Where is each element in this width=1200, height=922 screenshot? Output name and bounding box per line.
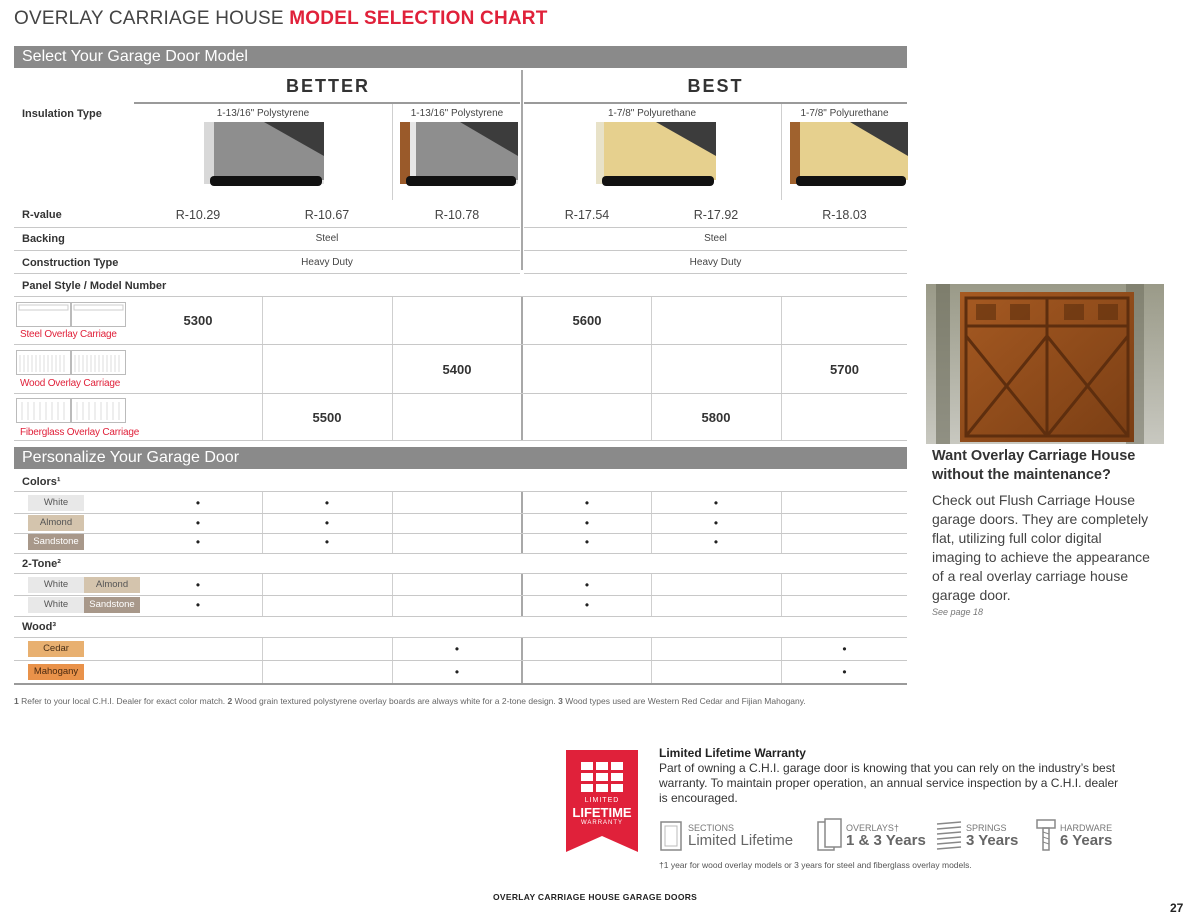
bullet: • bbox=[195, 578, 201, 592]
insulation-best-b: 1-7/8" Polyurethane bbox=[800, 108, 889, 119]
grid-line bbox=[651, 638, 652, 684]
swatch-mahogany: Mahogany bbox=[28, 664, 84, 680]
swatch-sandstone: Sandstone bbox=[84, 597, 140, 613]
tier-better: BETTER bbox=[286, 76, 370, 96]
bullet: • bbox=[584, 578, 590, 592]
rvalue-5: R-17.92 bbox=[693, 208, 739, 222]
rvalue-6: R-18.03 bbox=[822, 208, 867, 222]
bullet: • bbox=[195, 516, 201, 530]
row-rule bbox=[14, 273, 520, 274]
table-bottom-rule bbox=[14, 683, 907, 685]
model-5600: 5600 bbox=[572, 313, 602, 328]
promo-heading: Want Overlay Carriage House without the maintenance? bbox=[932, 448, 1136, 483]
bullet: • bbox=[713, 535, 719, 549]
springs-icon bbox=[935, 820, 963, 850]
swatch-sandstone: Sandstone bbox=[28, 534, 84, 550]
overlays-icon bbox=[817, 818, 843, 852]
warranty-springs-label: SPRINGS bbox=[966, 823, 1007, 833]
rvalue-2: R-10.67 bbox=[304, 208, 350, 222]
row-rule bbox=[14, 393, 907, 394]
promo-see-page[interactable]: See page 18 bbox=[932, 607, 984, 617]
title-accent: MODEL SELECTION CHART bbox=[289, 8, 548, 29]
sections-icon bbox=[660, 820, 684, 852]
swatch-almond: Almond bbox=[28, 515, 84, 531]
bullet: • bbox=[324, 516, 330, 530]
style-steel-label: Steel Overlay Carriage bbox=[20, 329, 117, 340]
select-model-band bbox=[14, 46, 907, 68]
bullet: • bbox=[713, 516, 719, 530]
row-rule bbox=[14, 491, 907, 492]
bullet: • bbox=[454, 642, 460, 656]
bullet: • bbox=[713, 496, 719, 510]
rvalue-4: R-17.54 bbox=[564, 208, 610, 222]
row-rule bbox=[14, 595, 907, 596]
wood-label: Wood³ bbox=[22, 621, 57, 633]
swatch-almond: Almond bbox=[84, 577, 140, 593]
personalize-heading: Personalize Your Garage Door bbox=[22, 449, 240, 466]
row-rule bbox=[14, 573, 907, 574]
insulation-better-b: 1-13/16" Polystyrene bbox=[410, 108, 504, 119]
style-fiberglass-label: Fiberglass Overlay Carriage bbox=[20, 427, 140, 438]
bullet: • bbox=[842, 665, 847, 679]
polystyrene-wood-image bbox=[400, 122, 518, 190]
page-title bbox=[14, 8, 548, 30]
construction-better: Heavy Duty bbox=[301, 257, 353, 268]
tier-best: BEST bbox=[687, 76, 744, 96]
bullet: • bbox=[454, 665, 460, 679]
row-rule bbox=[14, 250, 520, 251]
row-rule bbox=[524, 250, 907, 251]
backing-best: Steel bbox=[704, 233, 727, 244]
rvalue-3: R-10.78 bbox=[434, 208, 480, 222]
promo-body: Check out Flush Carriage House garage doors. They are completely flat, utilizing full color digital imaging to achieve the appearance of a real overlay carriage house garage door. bbox=[932, 492, 1150, 603]
grid-line bbox=[262, 638, 263, 684]
steel-overlay-door-icon bbox=[16, 302, 126, 328]
bullet: • bbox=[195, 598, 201, 612]
bullet: • bbox=[584, 516, 590, 530]
style-wood-label: Wood Overlay Carriage bbox=[20, 378, 121, 389]
bullet: • bbox=[584, 598, 590, 612]
row-rule bbox=[14, 616, 907, 617]
warranty-overlays-label: OVERLAYS† bbox=[846, 823, 899, 833]
warranty-sections-value: Limited Lifetime bbox=[688, 832, 794, 849]
bullet: • bbox=[195, 496, 201, 510]
warranty-springs-value: 3 Years bbox=[966, 832, 1019, 849]
construction-best: Heavy Duty bbox=[689, 257, 742, 268]
polyurethane-wood-image bbox=[790, 122, 908, 190]
insulation-label: Insulation Type bbox=[22, 108, 102, 120]
warranty-note: †1 year for wood overlay models or 3 years for steel and fiberglass overlay models. bbox=[659, 860, 972, 870]
warranty-hardware-value: 6 Years bbox=[1060, 832, 1113, 849]
swatch-cedar: Cedar bbox=[28, 641, 84, 657]
tier-divider bbox=[521, 70, 523, 270]
grid-line bbox=[521, 638, 523, 684]
insulation-best-a: 1-7/8" Polyurethane bbox=[607, 108, 697, 119]
grid-line bbox=[392, 491, 393, 554]
title-prefix: OVERLAY CARRIAGE HOUSE bbox=[14, 8, 284, 29]
rvalue-label: R-value bbox=[22, 209, 62, 221]
bullet: • bbox=[584, 496, 590, 510]
row-rule bbox=[14, 513, 907, 514]
swatch-white: White bbox=[28, 597, 84, 613]
row-rule bbox=[14, 227, 520, 228]
warranty-body: Part of owning a C.H.I. garage door is knowing that you can rely on the industry’s best warranty. To maintain proper operation, an annual service inspection by a C.H.I. dealer is encouraged. bbox=[659, 761, 1119, 805]
badge-lifetime: LIFETIME bbox=[572, 805, 632, 820]
swatch-white: White bbox=[28, 577, 84, 593]
construction-label: Construction Type bbox=[22, 257, 119, 269]
model-5400: 5400 bbox=[442, 362, 472, 377]
bullet: • bbox=[195, 535, 201, 549]
backing-label: Backing bbox=[22, 233, 65, 245]
panel-style-label: Panel Style / Model Number bbox=[22, 280, 167, 292]
row-rule bbox=[524, 273, 907, 274]
warranty-sections-label: SECTIONS bbox=[688, 823, 735, 833]
flush-carriage-door-photo bbox=[926, 284, 1164, 444]
footer-text: OVERLAY CARRIAGE HOUSE GARAGE DOORS bbox=[493, 892, 698, 902]
row-rule bbox=[14, 296, 907, 297]
row-rule bbox=[14, 344, 907, 345]
hardware-icon bbox=[1035, 818, 1057, 852]
polystyrene-steel-image bbox=[204, 122, 324, 190]
bullet: • bbox=[842, 642, 847, 656]
row-rule bbox=[524, 227, 907, 228]
row-rule bbox=[14, 440, 907, 441]
rvalue-1: R-10.29 bbox=[175, 208, 221, 222]
bullet: • bbox=[584, 535, 590, 549]
personalize-band bbox=[14, 447, 907, 469]
footnote: 1 Refer to your local C.H.I. Dealer for exact color match. 2 Wood grain textured polystyrene overlay boards are always white for a 2-tone design. 3 Wood types used are Western Red Cedar and Fijian Mahogany. bbox=[14, 696, 806, 706]
warranty-overlays-value: 1 & 3 Years bbox=[846, 832, 926, 849]
grid-line bbox=[781, 491, 782, 554]
colors-label: Colors¹ bbox=[22, 476, 61, 488]
model-5300: 5300 bbox=[183, 313, 213, 328]
polyurethane-steel-image bbox=[596, 122, 716, 190]
page-number: 27 bbox=[1170, 901, 1184, 915]
tier-best-rule bbox=[524, 102, 907, 104]
wood-overlay-door-icon bbox=[16, 350, 126, 376]
model-5700: 5700 bbox=[830, 362, 859, 377]
warranty-hardware-label: HARDWARE bbox=[1060, 823, 1113, 833]
backing-better: Steel bbox=[315, 233, 339, 244]
bullet: • bbox=[324, 496, 330, 510]
insulation-better-a: 1-13/16" Polystyrene bbox=[216, 108, 310, 119]
select-model-heading: Select Your Garage Door Model bbox=[22, 48, 248, 65]
warranty-heading: Limited Lifetime Warranty bbox=[659, 746, 806, 760]
tier-better-rule bbox=[134, 102, 520, 104]
two-tone-label: 2-Tone² bbox=[22, 558, 61, 570]
model-5800: 5800 bbox=[701, 410, 731, 425]
badge-limited: LIMITED bbox=[584, 797, 620, 804]
row-rule bbox=[14, 533, 907, 534]
model-5500: 5500 bbox=[312, 410, 342, 425]
swatch-white: White bbox=[28, 495, 84, 511]
fiberglass-overlay-door-icon bbox=[16, 398, 126, 424]
badge-warranty: WARRANTY bbox=[580, 820, 624, 826]
row-rule bbox=[14, 637, 907, 638]
bullet: • bbox=[324, 535, 330, 549]
row-rule bbox=[14, 553, 907, 554]
row-rule bbox=[14, 660, 907, 661]
